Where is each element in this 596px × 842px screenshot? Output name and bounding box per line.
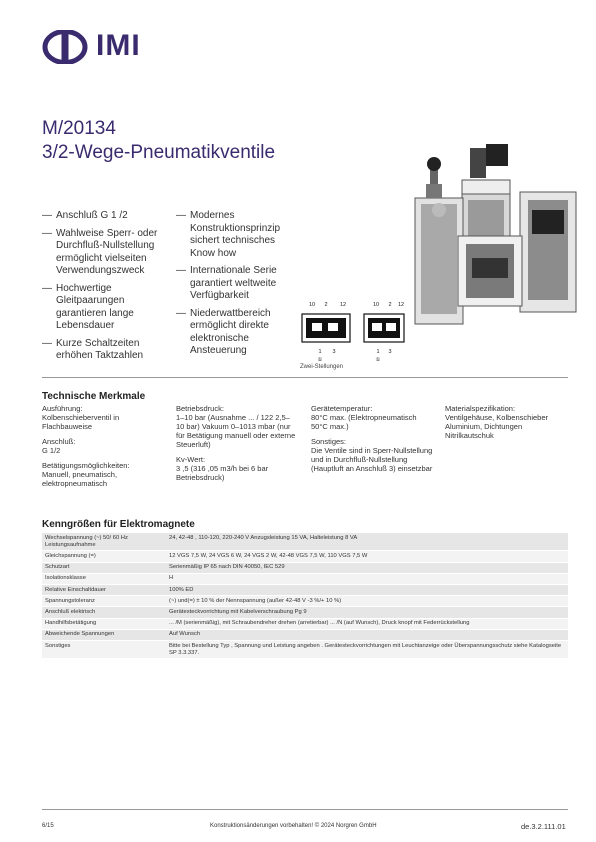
table-row [42,607,568,618]
tech-col-4 [445,404,567,446]
spec-label: Betätigungsmöglichkeiten: [42,461,130,470]
tech-heading: Technische Merkmale [42,391,146,402]
table-value: 24, 42-48 , 110-120, 220-240 V Anzugsleistung 15 VA, Halteleistung 8 VA [166,533,568,551]
table-key: Handhilfsbetätigung [42,618,166,629]
feature-item: — Kurze Schaltzeiten erhöhen Taktzahlen [42,338,172,363]
port-label: ① [375,357,381,363]
table-key: Abweichende Spannungen [42,629,166,640]
table-value: Gerätesteckvorrichtung mit Kabelverschraubung Pg 9 [166,607,568,618]
table-row [42,562,568,573]
table-value: Auf Wunsch [166,629,568,640]
page-title: 3/2-Wege-Pneumatikventile [42,142,276,163]
table-key: Anschluß elektrisch [42,607,166,618]
port-label: 10 [308,302,316,308]
feature-item: — Hochwertige Gleitpaarungen garantieren lange Lebensdauer [42,283,172,333]
table-key: Isolationsklasse [42,573,166,584]
document-number: de.3.2.111.01 [521,822,566,831]
spec-value: Kolbenschieberventil in Flachbauweise [42,413,120,431]
spec-label: Sonstiges: [311,437,347,446]
port-label: 3 [332,349,336,355]
table-value: H [166,573,568,584]
spec-label: Betriebsdruck: [176,404,224,413]
table-value: 12 VGS 7,5 W, 24 VGS 6 W, 24 VGS 2 W, 42-48 VGS 7,5 W, 110 VGS 7,5 W [166,551,568,562]
table-row [42,585,568,596]
feature-item: — Wahlweise Sperr- oder Durchfluß-Nullstellung ermöglicht vielseiten Verwendungszweck [42,228,172,278]
port-label: 3 [388,349,392,355]
footer-divider [42,809,568,810]
table-value: 100% ED [166,585,568,596]
port-label: 1 [318,349,322,355]
electro-heading: Kenngrößen für Elektromagnete [42,519,195,530]
feature-list-right [176,210,296,363]
table-value: (~) und(=) ± 10 % der Nennspannung (außer 42-48 V -3 %/+ 10 %) [166,596,568,607]
tech-col-3 [311,404,433,479]
spec-label: Anschluß: [42,437,76,446]
product-code: M/20134 [42,118,116,139]
tech-col-1 [42,404,167,494]
port-label: 2 [324,302,328,308]
table-key: Schutzart [42,562,166,573]
table-row [42,573,568,584]
table-key: Sonstiges [42,641,166,659]
spec-label: Ausführung: [42,404,83,413]
table-row [42,629,568,640]
spec-value: Manuell, pneumatisch, elektropneumatisch [42,470,118,488]
feature-item: — Internationale Serie garantiert weltweite Verfügbarkeit [176,265,296,303]
imi-logo [42,30,172,64]
table-row [42,596,568,607]
product-photo [410,140,580,340]
imi-logo-mark [42,30,92,64]
spec-value: 1–10 bar (Ausnahme ... / 122 2,5–10 bar) Vakuum 0–1013 mbar (nur für Betätigung manuell oder externe Steuerluft) [176,413,296,449]
port-label: 2 [388,302,392,308]
table-key: Spannungstoleranz [42,596,166,607]
spec-value: G 1/2 [42,446,61,455]
table-row [42,533,568,551]
feature-list-left [42,210,172,368]
table-key: Gleichspannung (=) [42,551,166,562]
table-row [42,641,568,659]
port-label: 12 [339,302,347,308]
schematic-caption: Zwei-Stellungen [300,364,344,370]
page-number: 6/15 [42,823,54,829]
table-value: ... /M (serienmäßig), mit Schraubendreher drehen (arretierbar) ... /N (auf Wunsch), Druck knopf mit Federrückstellung [166,618,568,629]
spec-value: 80°C max. (Elektropneumatisch 50°C max.) [311,413,417,431]
port-label: 10 [372,302,380,308]
table-value: Bitte bei Bestellung Typ , Spannung und Leistung angeben . Gerätesteckvorrichtungen mit Leuchtanzeige oder Überspannungsschutz siehe Katalogseite SP 3.3.337. [166,641,568,659]
valve-schematic [298,298,406,364]
tech-col-2 [176,404,298,488]
spec-label: Kv-Wert: [176,455,206,464]
feature-item: — Anschluß G 1 /2 [42,210,172,223]
spec-value: 3 ,5 (316 ,05 m3/h bei 6 bar Betriebsdruck) [176,464,269,482]
feature-item: — Niederwattbereich ermöglicht direkte elektronische Ansteuerung [176,308,296,358]
electro-table [42,533,568,659]
brand-name: IMI [96,29,141,62]
footer-notice: Konstruktionsänderungen vorbehalten! © 2024 Norgren GmbH [210,823,377,829]
table-value: Serienmäßig IP 65 nach DIN 40050, IEC 529 [166,562,568,573]
table-row [42,551,568,562]
spec-value: Die Ventile sind in Sperr-Nullstellung und in Durchfluß-Nullstellung (Hauptluft an Anschluß 3) einsetzbar [311,446,433,473]
spec-label: Gerätetemperatur: [311,404,373,413]
table-key: Wechselspannung (~) 50/ 60 Hz Leistungsaufnahme [42,533,166,551]
port-label: 12 [397,302,405,308]
spec-label: Materialspezifikation: [445,404,516,413]
port-label: 1 [376,349,380,355]
spec-value: Ventilgehäuse, Kolbenschieber Aluminium, Dichtungen Nitrilkautschuk [445,413,548,440]
feature-item: — Modernes Konstruktionsprinzip sichert technisches Know how [176,210,296,260]
table-key: Relative Einschaltdauer [42,585,166,596]
port-label: ① [317,357,323,363]
divider [42,377,568,378]
table-row [42,618,568,629]
